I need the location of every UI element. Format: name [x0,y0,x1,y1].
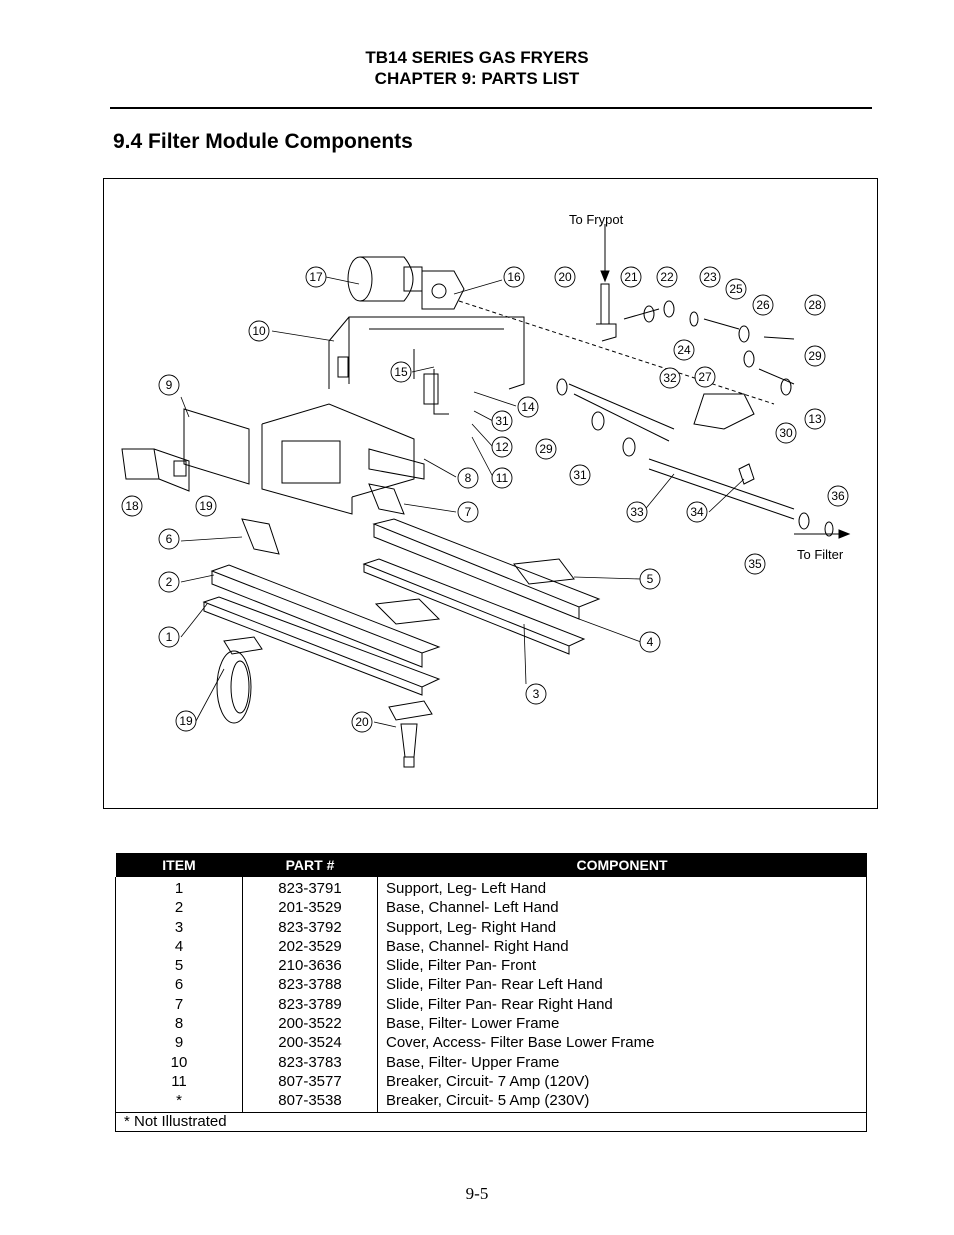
section-title: 9.4 Filter Module Components [113,130,413,153]
header-divider [110,107,872,109]
part-number-cell: 200-3522 [243,1014,378,1033]
callout-number: 32 [663,371,677,385]
callout-number: 29 [539,442,553,456]
table-row [116,1053,867,1072]
plumbing-drawing [557,284,833,536]
item-cell: 2 [116,898,243,917]
callout-number: 34 [690,505,704,519]
callout-number: 4 [646,635,654,649]
callout-18 [122,496,142,516]
rear-left-slide-drawing [242,519,279,554]
component-cell: Slide, Filter Pan- Front [378,956,867,975]
part-number-cell: 823-3789 [243,995,378,1014]
callout-number: 30 [779,426,793,440]
callout-26 [753,295,773,315]
right-channel-drawing [364,519,599,654]
callout-number: 24 [677,343,691,357]
rear-right-slide-drawing [369,484,404,514]
footnote: * Not Illustrated [116,1112,867,1131]
item-cell: 6 [116,975,243,994]
table-row [116,956,867,975]
callout-number: 11 [495,471,509,485]
callout-13 [805,409,825,429]
callout-8 [458,468,478,488]
callout-12 [492,437,512,457]
callout-10 [249,321,269,341]
table-row [116,918,867,937]
part-number-cell: 202-3529 [243,937,378,956]
callout-4 [640,632,660,652]
callout-number: 3 [532,687,540,701]
access-cover-drawing [184,409,249,484]
callout-29 [536,439,556,459]
callout-17 [306,267,326,287]
callout-36 [828,486,848,506]
part-number-cell: 807-3538 [243,1091,378,1112]
table-row [116,1072,867,1091]
callout-14 [518,397,538,417]
callout-number: 33 [630,505,644,519]
callout-number: 21 [624,270,638,284]
callout-5 [640,569,660,589]
callout-7 [458,502,478,522]
item-cell: 7 [116,995,243,1014]
item-cell: 8 [116,1014,243,1033]
callout-number: 18 [125,499,139,513]
callout-6 [159,529,179,549]
callout-16 [504,267,524,287]
callout-number: 19 [179,714,193,728]
component-cell: Base, Channel- Right Hand [378,937,867,956]
callout-20 [555,267,575,287]
component-cell: Support, Leg- Right Hand [378,918,867,937]
callout-number: 36 [831,489,845,503]
motor-drawing [348,257,464,309]
component-cell: Support, Leg- Left Hand [378,877,867,898]
callout-33 [627,502,647,522]
callout-number: 19 [199,499,213,513]
parts-table [115,853,867,1132]
callout-number: 13 [808,412,822,426]
table-row [116,898,867,917]
part-number-cell: 823-3783 [243,1053,378,1072]
callout-number: 31 [495,414,509,428]
callout-2 [159,572,179,592]
callout-number: 17 [309,270,323,284]
callout-29 [805,346,825,366]
component-cell: Base, Filter- Upper Frame [378,1053,867,1072]
callout-35 [745,554,765,574]
component-cell: Slide, Filter Pan- Rear Left Hand [378,975,867,994]
callout-number: 23 [703,270,717,284]
part-number-cell: 823-3792 [243,918,378,937]
item-cell: 3 [116,918,243,937]
item-cell: 9 [116,1033,243,1052]
part-number-cell: 823-3788 [243,975,378,994]
callout-number: 25 [729,282,743,296]
callout-3 [526,684,546,704]
callout-number: 10 [252,324,266,338]
callout-25 [726,279,746,299]
callout-1 [159,627,179,647]
header-item: ITEM [116,853,243,877]
callout-19 [196,496,216,516]
caster-drawing [217,637,262,723]
footnote-row [116,1112,867,1131]
callout-number: 9 [165,378,173,392]
item-cell: 10 [116,1053,243,1072]
callout-22 [657,267,677,287]
item-cell: 4 [116,937,243,956]
callout-19 [176,711,196,731]
header-chapter: CHAPTER 9: PARTS LIST [374,69,580,88]
callout-20 [352,712,372,732]
callout-number: 7 [464,505,472,519]
table-row [116,937,867,956]
table-row [116,995,867,1014]
callout-31 [570,465,590,485]
upper-frame-drawing [329,317,524,414]
callout-number: 27 [698,370,712,384]
callout-number: 16 [507,270,521,284]
callout-number: 28 [808,298,822,312]
callout-27 [695,367,715,387]
to-filter-label: To Filter [797,547,844,562]
callout-number: 31 [573,468,587,482]
callout-9 [159,375,179,395]
callout-number: 26 [756,298,770,312]
to-frypot-label: To Frypot [569,212,624,227]
table-row [116,1014,867,1033]
table-row [116,975,867,994]
leg-drawing [389,701,432,767]
callout-number: 35 [748,557,762,571]
callout-11 [492,468,512,488]
header-title: TB14 SERIES GAS FRYERS [365,48,589,67]
exploded-parts-diagram [103,178,878,809]
part-number-cell: 807-3577 [243,1072,378,1091]
item-cell: 5 [116,956,243,975]
part-number-cell: 823-3791 [243,877,378,898]
callout-23 [700,267,720,287]
callout-number: 22 [660,270,674,284]
component-cell: Base, Channel- Left Hand [378,898,867,917]
page-number: 9-5 [465,1184,489,1203]
callout-number: 15 [394,365,408,379]
part-number-cell: 210-3636 [243,956,378,975]
callout-number: 20 [355,715,369,729]
part-number-cell: 200-3524 [243,1033,378,1052]
callout-number: 2 [165,575,173,589]
callout-21 [621,267,641,287]
table-row [116,1033,867,1052]
item-cell: 11 [116,1072,243,1091]
component-cell: Cover, Access- Filter Base Lower Frame [378,1033,867,1052]
header-part: PART # [243,853,378,877]
callout-number: 6 [165,532,173,546]
part-number-cell: 201-3529 [243,898,378,917]
component-cell: Base, Filter- Lower Frame [378,1014,867,1033]
table-row [116,877,867,898]
callout-31 [492,411,512,431]
callout-15 [391,362,411,382]
callout-number: 20 [558,270,572,284]
table-row [116,1091,867,1112]
callout-number: 29 [808,349,822,363]
diagram-drawing [104,179,877,808]
callout-24 [674,340,694,360]
parts-table-body [116,877,867,1131]
component-cell: Slide, Filter Pan- Rear Right Hand [378,995,867,1014]
lower-frame-drawing [262,404,424,514]
table-header-row [116,853,867,877]
component-cell: Breaker, Circuit- 5 Amp (230V) [378,1091,867,1112]
header-component: COMPONENT [378,853,867,877]
callout-30 [776,423,796,443]
callout-number: 12 [495,440,509,454]
callout-number: 14 [521,400,535,414]
left-channel-drawing [204,565,439,695]
callout-number: 8 [464,471,472,485]
item-cell: * [116,1091,243,1112]
breaker-box-drawing [122,449,189,491]
callout-32 [660,368,680,388]
component-cell: Breaker, Circuit- 7 Amp (120V) [378,1072,867,1091]
callout-number: 5 [646,572,654,586]
callout-28 [805,295,825,315]
callout-34 [687,502,707,522]
callout-number: 1 [165,630,173,644]
item-cell: 1 [116,877,243,898]
